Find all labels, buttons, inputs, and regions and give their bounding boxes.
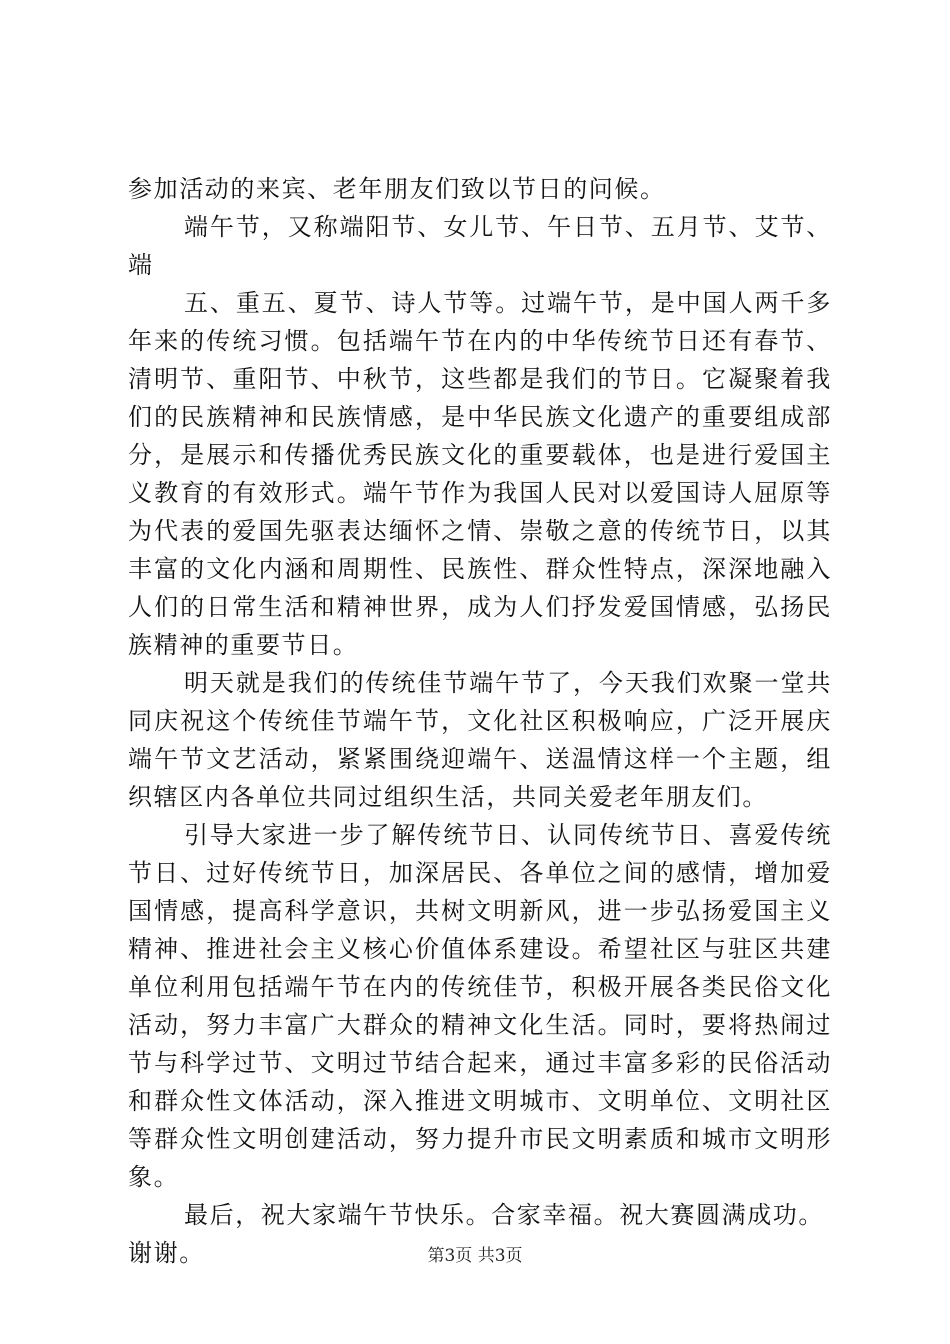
text-line: 节日、过好传统节日，加深居民、各单位之间的感情，增加爱 (128, 859, 832, 887)
text-line: 节与科学过节、文明过节结合起来，通过丰富多彩的民俗活动 (128, 1049, 832, 1077)
text-line: 和群众性文体活动，深入推进文明城市、文明单位、文明社区 (128, 1087, 832, 1115)
document-body (128, 170, 832, 1272)
text-line: 象。 (128, 1163, 180, 1191)
page-number: 第3页 共3页 (427, 1246, 523, 1266)
text-line: 等群众性文明创建活动，努力提升市民文明素质和城市文明形 (128, 1125, 832, 1153)
text-line: 最后，祝大家端午节快乐。合家幸福。祝大赛圆满成功。 (184, 1201, 824, 1229)
text-line: 分，是展示和传播优秀民族文化的重要载体，也是进行爱国主 (128, 441, 832, 469)
text-line: 参加活动的来宾、老年朋友们致以节日的问候。 (128, 175, 666, 203)
text-line: 精神、推进社会主义核心价值体系建设。希望社区与驻区共建 (128, 935, 832, 963)
text-line: 同庆祝这个传统佳节端午节，文化社区积极响应，广泛开展庆 (128, 707, 832, 735)
text-line: 族精神的重要节日。 (128, 631, 359, 659)
text-line: 义教育的有效形式。端午节作为我国人民对以爱国诗人屈原等 (128, 479, 832, 507)
text-line: 引导大家进一步了解传统节日、认同传统节日、喜爱传统 (184, 821, 832, 849)
text-line: 明天就是我们的传统佳节端午节了，今天我们欢聚一堂共 (184, 669, 832, 697)
text-line: 活动，努力丰富广大群众的精神文化生活。同时，要将热闹过 (128, 1011, 832, 1039)
text-line: 织辖区内各单位共同过组织生活，共同关爱老年朋友们。 (128, 783, 768, 811)
text-line: 端午节文艺活动，紧紧围绕迎端午、送温情这样一个主题，组 (128, 745, 832, 773)
text-line: 清明节、重阳节、中秋节，这些都是我们的节日。它凝聚着我 (128, 365, 832, 393)
text-line: 国情感，提高科学意识，共树文明新风，进一步弘扬爱国主义 (128, 897, 832, 925)
text-line: 人们的日常生活和精神世界，成为人们抒发爱国情感，弘扬民 (128, 593, 832, 621)
text-line: 端 (128, 251, 154, 279)
text-line: 谢谢。 (128, 1239, 205, 1267)
text-line: 端午节，又称端阳节、女儿节、午日节、五月节、艾节、 (184, 213, 832, 241)
text-line: 为代表的爱国先驱表达缅怀之情、崇敬之意的传统节日，以其 (128, 517, 832, 545)
text-line: 们的民族精神和民族情感，是中华民族文化遗产的重要组成部 (128, 403, 832, 431)
text-line: 五、重五、夏节、诗人节等。过端午节，是中国人两千多 (184, 289, 832, 317)
text-line: 丰富的文化内涵和周期性、民族性、群众性特点，深深地融入 (128, 555, 832, 583)
text-line: 单位利用包括端午节在内的传统佳节，积极开展各类民俗文化 (128, 973, 832, 1001)
text-line: 年来的传统习惯。包括端午节在内的中华传统节日还有春节、 (128, 327, 832, 355)
